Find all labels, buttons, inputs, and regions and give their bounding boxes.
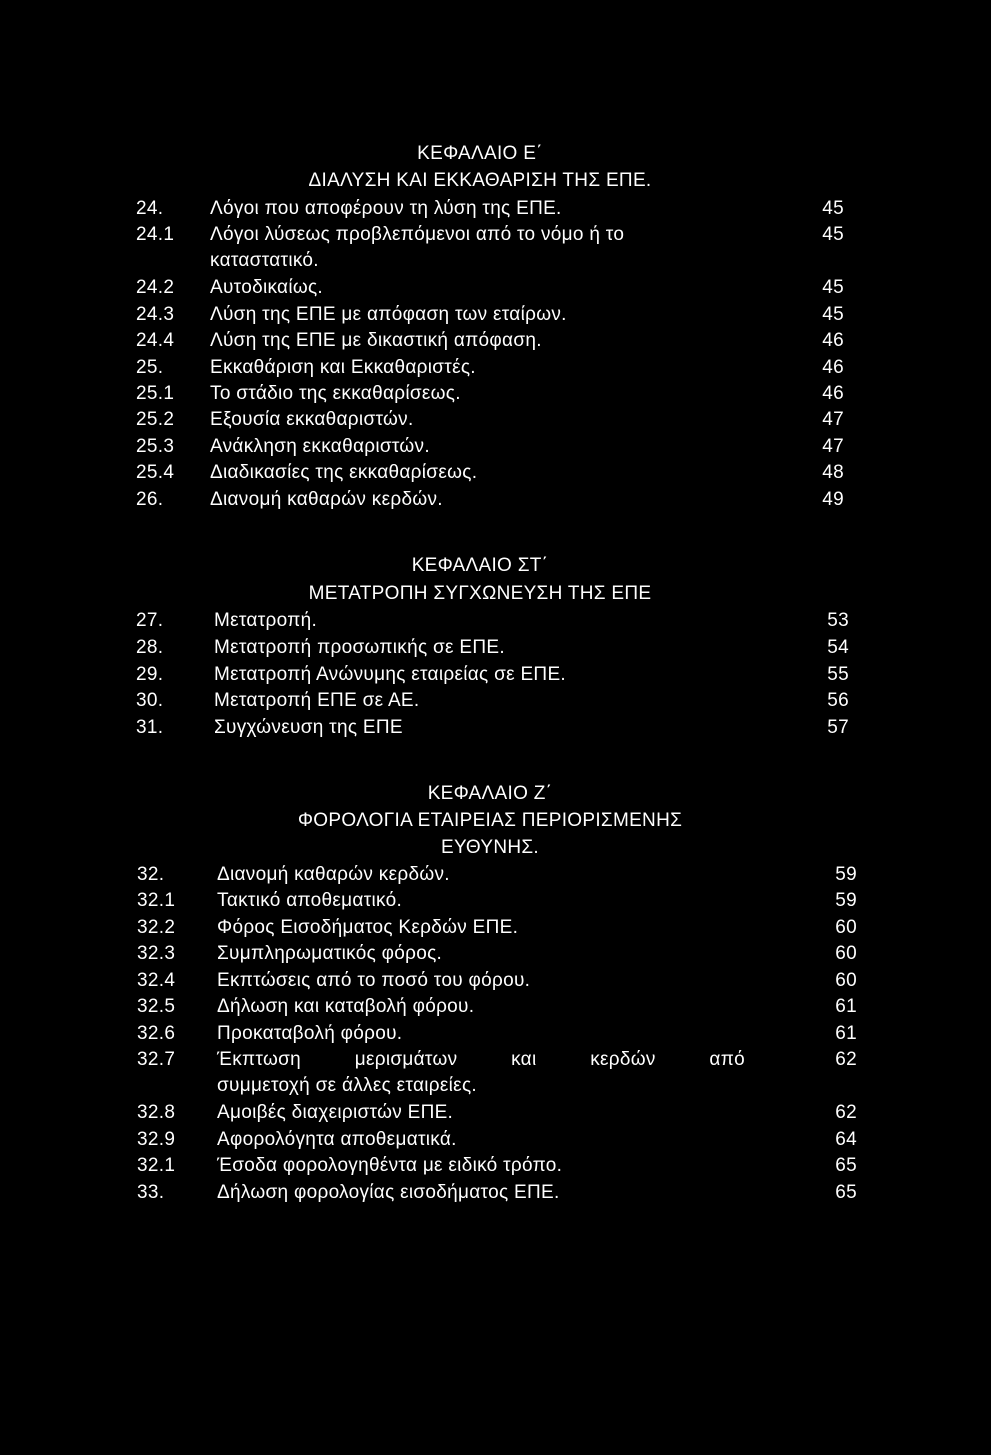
chapter-heading: ΚΕΦΑΛΑΙΟ ΣΤ΄ — [411, 555, 549, 576]
entry-title: Συγχώνευση της ΕΠΕ — [214, 717, 403, 738]
entry-title: Εξουσία εκκαθαριστών. — [210, 409, 414, 430]
entry-page: 48 — [822, 462, 844, 483]
entry-number: 24. — [136, 198, 164, 219]
entry-page: 61 — [835, 1023, 857, 1044]
section-title: ΔΙΑΛΥΣΗ ΚΑΙ ΕΚΚΑΘΑΡΙΣΗ ΤΗΣ ΕΠΕ. — [308, 170, 652, 191]
entry-title: Φόρος Εισοδήματος Κερδών ΕΠΕ. — [217, 917, 519, 938]
entry-title: Ανάκληση εκκαθαριστών. — [210, 436, 430, 457]
entry-title — [210, 222, 740, 274]
toc-entry[interactable] — [136, 487, 846, 513]
entry-title — [217, 1047, 745, 1099]
entry-title-word: κερδών — [590, 1049, 656, 1070]
entry-title: Το στάδιο της εκκαθαρίσεως. — [210, 383, 461, 404]
entry-title: Συμπληρωματικός φόρος. — [217, 943, 443, 964]
entry-page: 46 — [822, 330, 844, 351]
entry-title: Μετατροπή ΕΠΕ σε ΑΕ. — [214, 690, 420, 711]
entry-page: 60 — [835, 943, 857, 964]
entry-page: 45 — [822, 198, 844, 219]
entry-title-word: μερισμάτων — [354, 1049, 458, 1070]
toc-entry[interactable] — [137, 941, 859, 967]
entry-number: 25. — [136, 357, 164, 378]
toc-entry[interactable] — [136, 196, 846, 222]
entry-page: 46 — [822, 357, 844, 378]
chapter-heading: ΚΕΦΑΛΑΙΟ Ε΄ — [417, 143, 543, 164]
toc-entry[interactable] — [136, 608, 851, 634]
entry-number: 32. — [137, 864, 165, 885]
entry-title: Μετατροπή προσωπικής σε ΕΠΕ. — [214, 637, 505, 658]
entry-title: Δήλωση φορολογίας εισοδήματος ΕΠΕ. — [217, 1182, 560, 1203]
entry-page: 62 — [835, 1102, 857, 1123]
entry-title: Εκκαθάριση και Εκκαθαριστές. — [210, 357, 476, 378]
entry-page: 56 — [827, 690, 849, 711]
entry-number: 32.7 — [137, 1049, 176, 1070]
entry-number: 32.9 — [137, 1129, 176, 1150]
entry-page: 62 — [835, 1049, 857, 1070]
entry-number: 29. — [136, 664, 164, 685]
entry-title: Τακτικό αποθεματικό. — [217, 890, 403, 911]
toc-entry[interactable] — [137, 1047, 859, 1099]
entry-number: 33. — [137, 1182, 165, 1203]
entry-number: 32.2 — [137, 917, 176, 938]
entry-title-line — [217, 1047, 745, 1073]
entry-number: 31. — [136, 717, 164, 738]
entry-page: 65 — [835, 1155, 857, 1176]
toc-entry[interactable] — [137, 915, 859, 941]
entry-number: 32.4 — [137, 970, 176, 991]
entry-page: 45 — [822, 304, 844, 325]
toc-entry[interactable] — [136, 460, 846, 486]
toc-entry[interactable] — [137, 888, 859, 914]
entry-number: 25.2 — [136, 409, 175, 430]
toc-entry[interactable] — [137, 862, 859, 888]
entry-page: 57 — [827, 717, 849, 738]
entry-title-word: Έκπτωση — [217, 1049, 301, 1070]
entry-title-word: από — [709, 1049, 745, 1070]
toc-entry[interactable] — [136, 662, 851, 688]
toc-entry[interactable] — [137, 1153, 859, 1179]
entry-page: 45 — [822, 277, 844, 298]
entry-title: Λύση της ΕΠΕ με δικαστική απόφαση. — [210, 330, 542, 351]
toc-entry[interactable] — [136, 355, 846, 381]
toc-entry[interactable] — [136, 407, 846, 433]
entry-number: 25.1 — [136, 383, 175, 404]
entry-page: 61 — [835, 996, 857, 1017]
toc-entry[interactable] — [136, 328, 846, 354]
entry-number: 25.4 — [136, 462, 175, 483]
toc-entry[interactable] — [136, 275, 846, 301]
entry-page: 49 — [822, 489, 844, 510]
entry-number: 26. — [136, 489, 164, 510]
entry-title: Διανομή καθαρών κερδών. — [210, 489, 443, 510]
entry-title: Δήλωση και καταβολή φόρου. — [217, 996, 475, 1017]
entry-number: 27. — [136, 610, 164, 631]
entry-number: 24.2 — [136, 277, 175, 298]
toc-entry[interactable] — [137, 994, 859, 1020]
entry-number: 24.4 — [136, 330, 175, 351]
toc-entry[interactable] — [137, 1180, 859, 1206]
toc-entry[interactable] — [136, 434, 846, 460]
entry-page: 47 — [822, 409, 844, 430]
entry-title-line: συμμετοχή σε άλλες εταιρείες. — [217, 1075, 477, 1096]
toc-entry[interactable] — [137, 968, 859, 994]
entry-number: 24.3 — [136, 304, 175, 325]
entry-title-line: καταστατικό. — [210, 250, 319, 271]
entry-title: Αυτοδικαίως. — [210, 277, 324, 298]
section-title: ΜΕΤΑΤΡΟΠΗ ΣΥΓΧΩΝΕΥΣΗ ΤΗΣ ΕΠΕ — [308, 583, 652, 604]
entry-page: 47 — [822, 436, 844, 457]
entry-number: 30. — [136, 690, 164, 711]
entry-title: Αμοιβές διαχειριστών ΕΠΕ. — [217, 1102, 454, 1123]
toc-entry[interactable] — [137, 1021, 859, 1047]
section-title: ΕΥΘΥΝΗΣ. — [441, 837, 539, 858]
entry-number: 24.1 — [136, 224, 175, 245]
entry-page: 60 — [835, 917, 857, 938]
entry-number: 32.1 — [137, 890, 176, 911]
entry-number: 28. — [136, 637, 164, 658]
entry-title: Λόγοι που αποφέρουν τη λύση της ΕΠΕ. — [210, 198, 562, 219]
entry-title: Διαδικασίες της εκκαθαρίσεως. — [210, 462, 478, 483]
entry-page: 65 — [835, 1182, 857, 1203]
entry-page: 46 — [822, 383, 844, 404]
entry-title: Αφορολόγητα αποθεματικά. — [217, 1129, 457, 1150]
toc-entry[interactable] — [136, 381, 846, 407]
toc-entry[interactable] — [136, 688, 851, 714]
entry-title: Έσοδα φορολογηθέντα με ειδικό τρόπο. — [217, 1155, 563, 1176]
entry-title: Εκπτώσεις από το ποσό του φόρου. — [217, 970, 531, 991]
entry-page: 59 — [835, 864, 857, 885]
entry-title-word: και — [511, 1049, 537, 1070]
toc-entry[interactable] — [136, 635, 851, 661]
entry-title-line: Λόγοι λύσεως προβλεπόμενοι από το νόμο ή το — [210, 224, 625, 245]
section-title: ΦΟΡΟΛΟΓΙΑ ΕΤΑΙΡΕΙΑΣ ΠΕΡΙΟΡΙΣΜΕΝΗΣ — [297, 810, 683, 831]
toc-entry[interactable] — [137, 1127, 859, 1153]
entry-page: 54 — [827, 637, 849, 658]
toc-entry[interactable] — [136, 715, 851, 741]
entry-number: 25.3 — [136, 436, 175, 457]
entry-page: 59 — [835, 890, 857, 911]
entry-page: 55 — [827, 664, 849, 685]
entry-number: 32.5 — [137, 996, 176, 1017]
entry-page: 45 — [822, 224, 844, 245]
entry-number: 32.6 — [137, 1023, 176, 1044]
entry-title: Διανομή καθαρών κερδών. — [217, 864, 450, 885]
entry-page: 60 — [835, 970, 857, 991]
entry-page: 53 — [827, 610, 849, 631]
toc-entry[interactable] — [136, 302, 846, 328]
entry-title: Μετατροπή Ανώνυμης εταιρείας σε ΕΠΕ. — [214, 664, 566, 685]
toc-entry[interactable] — [136, 222, 846, 274]
entry-number: 32.1 — [137, 1155, 176, 1176]
entry-title: Λύση της ΕΠΕ με απόφαση των εταίρων. — [210, 304, 567, 325]
entry-number: 32.8 — [137, 1102, 176, 1123]
entry-number: 32.3 — [137, 943, 176, 964]
chapter-heading: ΚΕΦΑΛΑΙΟ Ζ΄ — [427, 783, 553, 804]
toc-entry[interactable] — [137, 1100, 859, 1126]
entry-title: Μετατροπή. — [214, 610, 318, 631]
entry-page: 64 — [835, 1129, 857, 1150]
entry-title: Προκαταβολή φόρου. — [217, 1023, 403, 1044]
